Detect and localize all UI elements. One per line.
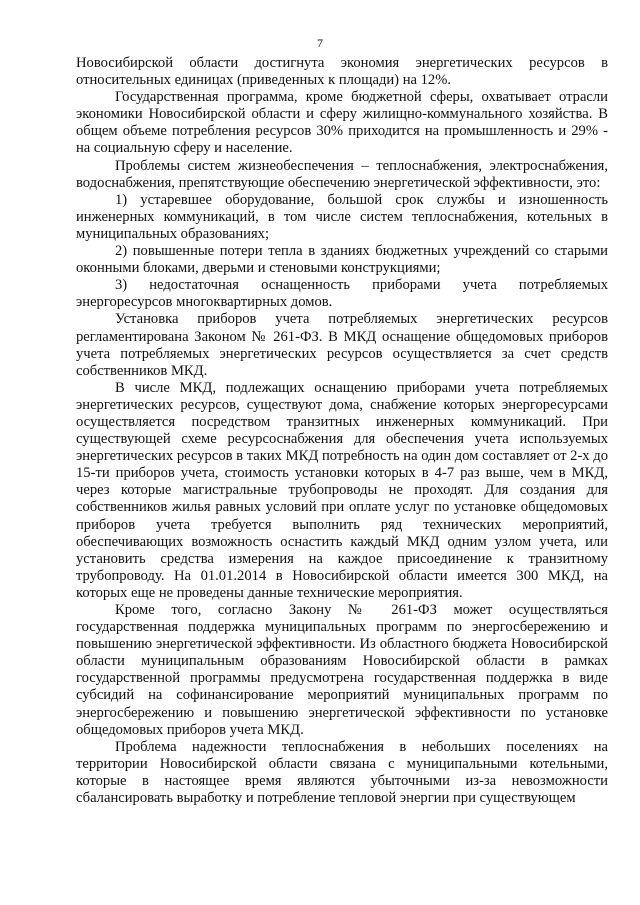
paragraph-meters-law: Установка приборов учета потребляемых энергетических ресурсов регламентирована Законом № 261-ФЗ. В МКД оснащение общедомовых приборов учета потребляемых энергетических ресурсов осуществляется за счет средств собственников МКД. (76, 311, 608, 379)
paragraph-program-scope: Государственная программа, кроме бюджетной сферы, охватывает отрасли экономики Новосибирской области и сферу жилищно-коммунального хозяйства. В общем объеме потребления ресурсов 30% приходится на промышленность и 29% - на социальную сферу и население. (76, 89, 608, 157)
list-item-2: 2) повышенные потери тепла в зданиях бюджетных учреждений со старыми оконными блоками, дверьми и стеновыми конструкциями; (76, 243, 608, 277)
paragraph-transit-mkd: В числе МКД, подлежащих оснащению приборами учета потребляемых энергетических ресурсов, существуют дома, снабжение которых энергоресурсами осуществляется посредством транзитных инженерных коммуникаций. При существующей схеме ресурсоснабжения для обеспечения учета используемых энергетических ресурсов в таких МКД потребность на один дом составляет от 2-х до 15-ти приборов учета, стоимость установки которых в 4-7 раз выше, чем в МКД, через которые магистральные трубопроводы не проходят. Для создания для собственников жилья равных условий при оплате услуг по установке общедомовых приборов учета требуется выполнить ряд технических мероприятий, обеспечивающих возможность оснастить каждый МКД одним узлом учета, или установить средства измерения на каждое присоединение к транзитному трубопроводу. На 01.01.2014 в Новосибирской области имеется 300 МКД, на которых еще не проведены данные технические мероприятия. (76, 379, 608, 601)
list-item-3: 3) недостаточная оснащенность приборами учета потребляемых энергоресурсов многоквартирных домов. (76, 277, 608, 311)
document-body (76, 55, 608, 807)
paragraph-continuation: Новосибирской области достигнута экономия энергетических ресурсов в относительных единицах (приведенных к площади) на 12%. (76, 55, 608, 89)
paragraph-state-support: Кроме того, согласно Закону № 261-ФЗ может осуществляться государственная поддержка муниципальных программ по энергосбережению и повышению энергетической эффективности. Из областного бюджета Новосибирской области муниципальным образованиям Новосибирской области в рамках государственной программы предусмотрена государственная поддержка в виде субсидий на софинансирование мероприятий муниципальных программ по энергосбережению и повышению энергетической эффективности по установке общедомовых приборов учета МКД. (76, 602, 608, 738)
paragraph-heat-reliability: Проблема надежности теплоснабжения в небольших поселениях на территории Новосибирской области связана с муниципальными котельными, которые в настоящее время являются убыточными из-за невозможности сбалансировать выработку и потребление тепловой энергии при существующем (76, 738, 608, 807)
list-item-1: 1) устаревшее оборудование, большой срок службы и изношенность инженерных коммуникаций, в том числе систем теплоснабжения, котельных в муниципальных образованиях; (76, 191, 608, 242)
page-number: 7 (317, 36, 323, 50)
paragraph-problems-intro: Проблемы систем жизнеобеспечения – теплоснабжения, электроснабжения, водоснабжения, препятствующие обеспечению энергетической эффективности, это: (76, 157, 608, 191)
